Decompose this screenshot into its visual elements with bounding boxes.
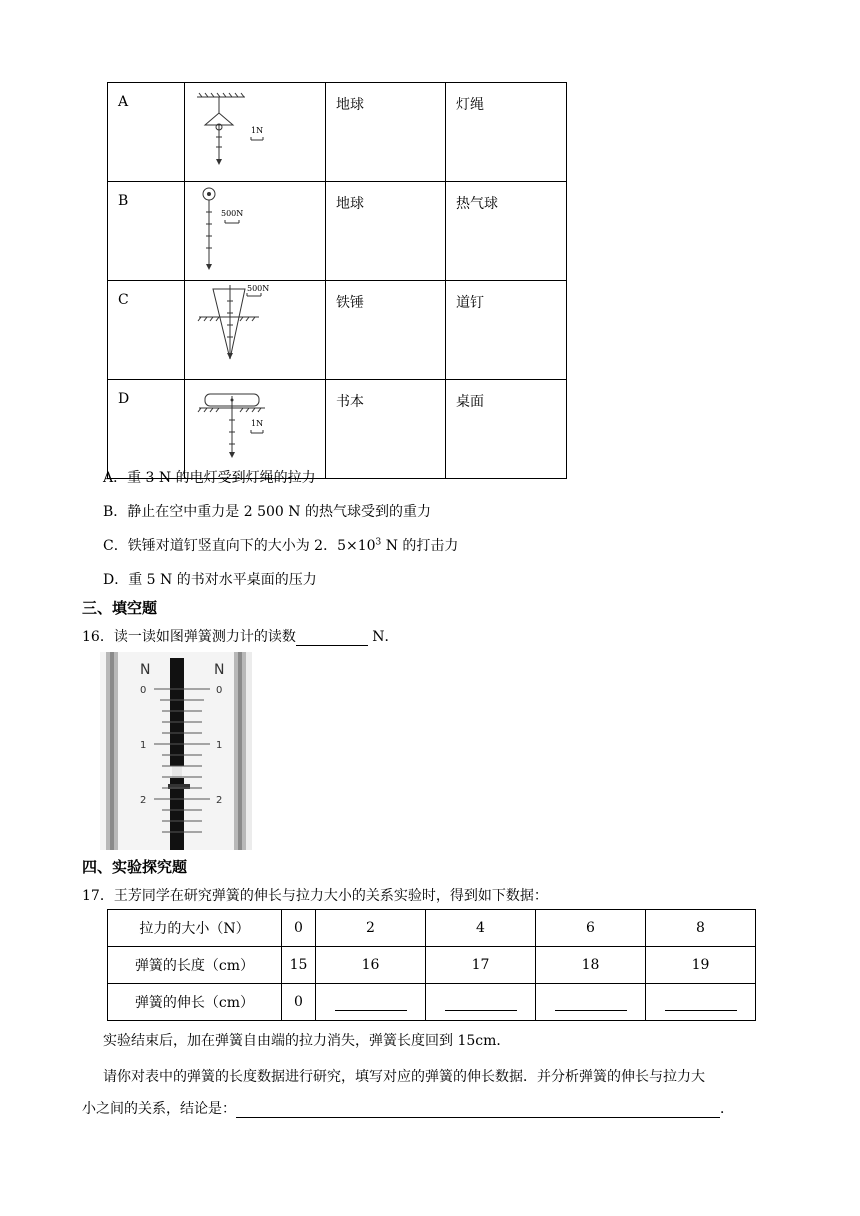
diagram-cell xyxy=(185,380,326,479)
book-force-diagram xyxy=(185,380,325,474)
answer-blank[interactable] xyxy=(555,994,627,1011)
object-cell: 地球 xyxy=(326,182,446,281)
conclusion-end: ． xyxy=(720,1101,734,1117)
row-header: 拉力的大小（N） xyxy=(108,910,282,947)
table-cell: 8 xyxy=(646,910,756,947)
diagram-cell xyxy=(185,83,326,182)
diagram-cell xyxy=(185,281,326,380)
option-c-text: C．铁锤对道钉竖直向下的大小为 2．5×10 xyxy=(103,538,376,554)
option-a: A．重 3 N 的电灯受到灯绳的拉力 xyxy=(103,470,316,486)
row-label: D xyxy=(108,380,185,479)
lamp-force-diagram xyxy=(185,83,325,177)
row-label: C xyxy=(108,281,185,380)
gauge-tick-label: 2 xyxy=(140,795,147,806)
answer-cell[interactable] xyxy=(316,984,426,1021)
section-heading: 三、填空题 xyxy=(82,599,158,617)
answer-cell[interactable] xyxy=(426,984,536,1021)
spike-force-diagram xyxy=(185,281,325,375)
spring-data-table xyxy=(107,909,756,1021)
scale-label: 1N xyxy=(251,126,264,135)
table-cell: 2 xyxy=(316,910,426,947)
table-cell: 17 xyxy=(426,947,536,984)
answer-blank[interactable] xyxy=(665,994,737,1011)
subject-cell: 灯绳 xyxy=(446,83,567,182)
question-16-unit: N． xyxy=(367,629,399,645)
gauge-tick-label: 0 xyxy=(140,685,147,696)
answer-blank[interactable] xyxy=(335,994,407,1011)
answer-blank[interactable] xyxy=(296,630,368,646)
instruction-line-2 xyxy=(82,1098,734,1118)
row-label: A xyxy=(108,83,185,182)
table-cell: 0 xyxy=(282,910,316,947)
table-cell: 6 xyxy=(536,910,646,947)
balloon-force-diagram xyxy=(185,182,325,276)
option-c-exponent: 3 xyxy=(375,537,382,548)
object-cell: 铁锤 xyxy=(326,281,446,380)
option-d: D．重 5 N 的书对水平桌面的压力 xyxy=(103,572,317,588)
table-cell: 4 xyxy=(426,910,536,947)
subject-cell: 道钉 xyxy=(446,281,567,380)
diagram-cell xyxy=(185,182,326,281)
scale-label: 500N xyxy=(247,284,270,293)
table-cell: 18 xyxy=(536,947,646,984)
row-label: B xyxy=(108,182,185,281)
question-17-intro: 17．王芳同学在研究弹簧的伸长与拉力大小的关系实验时，得到如下数据： xyxy=(82,888,548,904)
gauge-tick-label: 2 xyxy=(216,795,223,806)
conclusion-blank[interactable] xyxy=(236,1102,720,1118)
question-16 xyxy=(82,626,399,646)
object-cell: 书本 xyxy=(326,380,446,479)
conclusion-label: 小之间的关系，结论是： xyxy=(82,1101,236,1117)
answer-cell[interactable] xyxy=(536,984,646,1021)
row-header: 弹簧的长度（cm） xyxy=(108,947,282,984)
spring-scale-image xyxy=(100,652,252,850)
gauge-tick-label: 0 xyxy=(216,685,223,696)
row-header: 弹簧的伸长（cm） xyxy=(108,984,282,1021)
table-cell: 19 xyxy=(646,947,756,984)
option-c-tail: N 的打击力 xyxy=(381,538,459,554)
gauge-tick-label: 1 xyxy=(140,740,147,751)
answer-blank[interactable] xyxy=(445,994,517,1011)
gauge-unit-right: N xyxy=(214,662,225,678)
scale-label: 1N xyxy=(251,419,264,428)
answer-cell[interactable] xyxy=(646,984,756,1021)
object-cell: 地球 xyxy=(326,83,446,182)
question-16-text: 16．读一读如图弹簧测力计的读数 xyxy=(82,629,296,645)
section-heading: 四、实验探究题 xyxy=(82,858,188,876)
subject-cell: 热气球 xyxy=(446,182,567,281)
instruction-line-1: 请你对表中的弹簧的长度数据进行研究，填写对应的弹簧的伸长数据．并分析弹簧的伸长与拉力大 xyxy=(103,1069,705,1085)
table-cell: 16 xyxy=(316,947,426,984)
subject-cell: 桌面 xyxy=(446,380,567,479)
scale-label: 500N xyxy=(221,209,244,218)
table-cell: 15 xyxy=(282,947,316,984)
experiment-note: 实验结束后，加在弹簧自由端的拉力消失，弹簧长度回到 15cm． xyxy=(103,1033,511,1049)
gauge-unit-left: N xyxy=(140,662,151,678)
option-c xyxy=(103,535,458,555)
option-b: B．静止在空中重力是 2 500 N 的热气球受到的重力 xyxy=(103,504,431,520)
force-diagram-table xyxy=(107,82,567,479)
table-cell: 0 xyxy=(282,984,316,1021)
gauge-tick-label: 1 xyxy=(216,740,223,751)
